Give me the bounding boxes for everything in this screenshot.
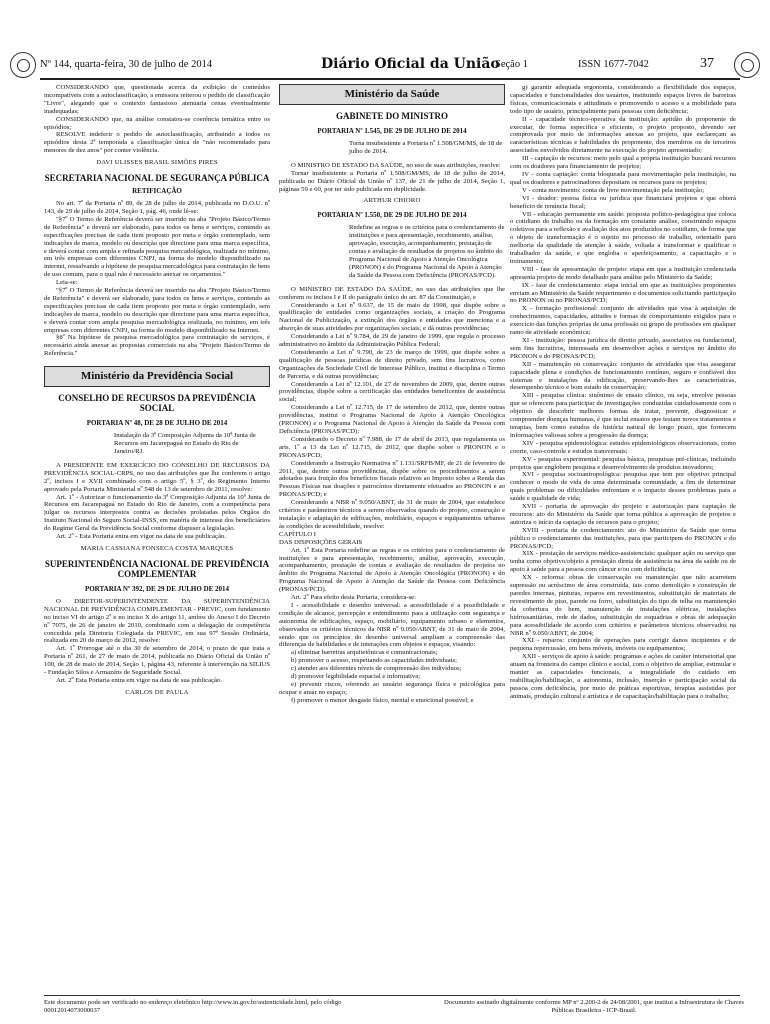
paragraph: §8º Na hipótese de pesquisa mercadológica para contratação de serviços, é necessário ainda anexar as propostas comerciais na aba "Projeto Básico/Termo de Referência." — [44, 334, 270, 358]
journal-title: Diário Oficial da União — [321, 56, 500, 72]
page-header — [40, 56, 740, 76]
page-number: 37 — [700, 56, 714, 71]
list-item: g) garantir adequada ergonomia, considerando a flexibilidade dos espaços, capacidades e funcionalidades dos usuários, instituindo espaços livres de barreiras físicas, comunicacionais e atitudinais e promovendo o acesso e a mobilidade para todo tipo de usuário, principalmente para pessoas com deficiência; — [510, 84, 736, 115]
definition-item: XVI - pesquisa socioantropológica: pesquisa que tem por objetivo principal conhecer o modo de vida de uma determinada comunidade, a fim de determinar quais problemas ou dificuldades enfrentam e o impacto desses problemas para a saúde e qualidade de vida; — [510, 471, 736, 503]
org-heading: SUPERINTENDÊNCIA NACIONAL DE PREVIDÊNCIA COMPLEMENTAR — [44, 558, 270, 579]
ordinance-title: PORTARIA Nº 392, DE 29 DE JULHO DE 2014 — [84, 584, 230, 593]
chapter-label: CAPÍTULO I — [279, 530, 316, 538]
definition-item: XVII - portaria de aprovação do projeto e autorização para captação de recursos: ato do Ministério da Saúde que torna pública a aprovação de projetos e autoriza o início da captação de recursos para o projeto; — [510, 503, 736, 526]
paragraph: Considerando a Lei nº 12.101, de 27 de novembro de 2009, que, dentre outras providências, dispõe sobre a certificação das entidades beneficentes de assistência social; — [279, 380, 505, 404]
paragraph: Considerando a NBR nº 9.050/ABNT, de 31 de maio de 2004, que estabelece critérios e parâmetros técnicos a serem observados quando do projeto, construção e instalação e adaptação de edificações, mobiliário, espaços e equipamentos urbanos às condições de acessibilidade, resolve: — [279, 499, 505, 530]
paragraph: Art. 2º Esta Portaria entra em vigor na data de sua publicação. — [56, 676, 223, 684]
ordinance-summary: Instalação da 3ª Composição Adjunta da 10ª Junta de Recursos em Jacarepaguá no Estado do Rio de Janeiro/RJ. — [114, 432, 256, 455]
paragraph: "§7º O Termo de Referência deverá ser inserido na aba "Projeto Básico/Termo de Referência" e deverá ser elaborado, para todos os bens e serviços, contendo as especificações precisas de cada item proposto por meta e órgão contemplado, sem indicações de marca, modelo ou descrição que direcione para uma marca específica, e deverá contar com ampla e refinada pesquisa mercadológica, realizada no mínimo, em três empresas com diferentes CNPJ, na forma do modelo disponibilizado na internet, ressalvando a hipótese de pesquisa mercadológica para contratação de bens de uso comum, para o qual não é necessário anexar os orçamentos." — [44, 215, 270, 279]
paragraph: O DIRETOR-SUPERINTENDENTE DA SUPERINTENDÊNCIA NACIONAL DE PREVIDÊNCIA COMPLEMENTAR - PREVIC, com fundamento no inciso VI do artigo 2º e no inciso X do artigo 11, ambos do Anexo I do Decreto nº 7075, de 26 de janeiro de 2010, combinado com a delegação de competência concedida pela Diretoria Colegiada da PREVIC, em sua 97ª Sessão Ordinária, realizada em 20 de março de 2012, resolve: — [44, 597, 270, 645]
chapter-title: DAS DISPOSIÇÕES GERAIS — [279, 538, 363, 546]
footer-rule — [44, 995, 740, 996]
ordinance-title: PORTARIA Nº 48, DE 28 DE JULHO DE 2014 — [86, 419, 228, 428]
definition-item: VI - doador: pessoa física ou jurídica que financiará projetos e que obterá benefício de renúncia fiscal; — [510, 194, 736, 210]
paragraph: "§7º O Termo de Referência deverá ser inserido na aba "Projeto Básico/Termo de Referência" e deverá ser elaborado, para todos os bens e serviços, contendo as especificações precisas de cada item proposto por meta e órgão contemplado, sem indicações de marca, modelo ou descrição que direcione para uma marca específica, e deverá contar com ampla pesquisa mercadológica realizada, no mínimo, em três empresas com diferentes CNPJ, na forma do modelo disponibilizado na Internet. — [44, 287, 270, 334]
header-rule — [40, 78, 740, 80]
definition-item: XIII - pesquisa clínica: sinônimo de ensaio clínico, ou seja, envolve pessoas que se oferecem para participar de investigações conduzidas cuidadosamente com o objetivo de descobrir melhores formas de tratar, prevenir, diagnosticar e compreender doenças humanas, é que inclui ensaios que testam novos tratamentos e terapias, bem como estudos de história natural de longo prazo, que fornecem informações valiosas sobre a progressão da doença; — [510, 392, 736, 439]
signature: MARIA CASSIANA FONSECA COSTA MARQUES — [80, 544, 234, 552]
paragraph: Leia-se: — [56, 279, 78, 287]
ministry-heading: Ministério da Previdência Social — [44, 366, 270, 387]
list-item: c) atender aos diferentes níveis de compreensão dos indivíduos; — [291, 665, 462, 673]
paragraph: CONSIDERANDO que, na análise constatou-se coerência temática entre os episódios; — [44, 115, 270, 131]
paragraph: Considerando o Decreto nº 7.988, de 17 de abril de 2013, que regulamenta os arts. 1º a 13 da Lei nº 12.715, de 2012, que dispõe sobre o PRONON e o PRONAS/PCD; — [279, 435, 505, 459]
coat-of-arms-icon — [10, 52, 36, 78]
definition-item: XVIII - portaria de credenciamento: ato do Ministério da Saúde que torna público o credenciamento das instituições, para que participem do PRONON e do PRONAS/PCD; — [510, 526, 736, 550]
signature-note: Documento assinado digitalmente conforme MP nº 2.200-2 de 24/08/2001, que institui a Infraestrutura de Chaves Públicas Brasileira - ICP-Brasil. — [444, 999, 744, 1014]
org-heading: CONSELHO DE RECURSOS DA PREVIDÊNCIA SOCIAL — [58, 393, 256, 414]
column-1 — [44, 84, 270, 996]
list-item: d) promover legibilidade espacial e informativa; — [291, 673, 421, 681]
definition-item: XV - pesquisa experimental: pesquisa básica, pesquisas pré-clínicas, incluindo projetos que englobem pesquisa e desenvolvimento de produtos inovadores; — [510, 455, 736, 471]
paragraph: A PRESIDENTE EM EXERCÍCIO DO CONSELHO DE RECURSOS DA PREVIDÊNCIA SOCIAL-CRPS, no uso das atribuições que lhe conferem o artigo 2º, incisos I e XVII combinado com o artigo 5º, § 3º, do Regimento Interno aprovado pela Portaria Ministerial nº 548 de 13 de setembro de 2011, resolve: — [44, 461, 270, 493]
paragraph: Considerando a Lei nº 9.637, de 15 de maio de 1998, que dispõe sobre a qualificação de entidades como organizações sociais, a criação do Programa Nacional de Publicização, a extinção dos órgãos e entidades que menciona e a absorção de suas atividades por organizações sociais, e dá outras providências; — [279, 301, 505, 333]
paragraph: O MINISTRO DE ESTADO DA SAÚDE, no uso das atribuições que lhe conferem os incisos I e II do parágrafo único do art. 87 da Constituição, e — [279, 285, 505, 301]
definition-item: XI - instituição: pessoa jurídica de direito privado, associativa ou fundacional, sem fins lucrativos, interessada em desenvolver ações e serviços no âmbito do PRONON e do PRONAS/PCD; — [510, 337, 736, 360]
issn: ISSN 1677-7042 — [578, 59, 649, 70]
definition-item: XIV - pesquisa epidemiológica: estudos epidemiológicos observacionais, como coorte, caso-controle e estudos transversais; — [510, 439, 736, 455]
paragraph: Art. 1º Esta Portaria redefine as regras e os critérios para o credenciamento de instituições e para apresentação, recebimento, análise, aprovação, execução, acompanhamento, prestação de contas e avaliação de resultados de projetos no âmbito do Programa Nacional de Apoio à Atenção Oncológica (PRONON) e do Programa Nacional de Apoio à Atenção da Saúde da Pessoa com Deficiência (PRONAS/PCD). — [279, 546, 505, 594]
paragraph: O MINISTRO DE ESTADO DA SAÚDE, no uso de suas atribuições, resolve: — [291, 161, 501, 169]
paragraph: Art. 2º - Esta Portaria entra em vigor na data de sua publicação. — [56, 533, 226, 541]
paragraph: Art. 1º - Autorizar o funcionamento da 3ª Composição Adjunta da 10ª Junta de Recursos em Jacarepaguá no Estado do Rio de Janeiro, com a competência para julgar os recursos interpostos contra as decisões prolatadas pelos Órgãos do Instituto Nacional do Seguro Social-INSS, em matéria de interesse dos beneficiários do Regime Geral da Previdência Social conforme dispuser a legislação. — [44, 493, 270, 533]
list-item: f) promover o menor desgaste físico, mental e emocional possível; e — [291, 696, 474, 704]
column-2 — [279, 84, 505, 996]
paragraph: RESOLVE indeferir o pedido de autoclassificação, atribuindo a todos os episódios desta 2ª temporada a classificação única de "não recomendado para menores de dez anos" por conter violência. — [44, 131, 270, 155]
paragraph: Art. 1º Prorrogar até o dia 30 de setembro de 2014, o prazo de que trata a Portaria nº 261, de 27 de maio de 2014, publicada no Diário Oficial da União nº 100, de 28 de maio de 2014, Seção 1, página 43, referente à intervenção na SILIUS - Fundação Silos e Armazéns de Seguridade Social. — [44, 645, 270, 677]
verification-note: Este documento pode ser verificado no endereço eletrônico http://www.in.gov.br/autenticidade.html, pelo código 00012014073000037 — [44, 999, 342, 1014]
paragraph: Considerando a Lei nº 12.715, de 17 de setembro de 2012, que, dentre outras providências, institui o Programa Nacional de Apoio à Atenção Oncológica (PRONON) e o Programa Nacional de Apoio à Atenção da Saúde da Pessoa com Deficiência (PRONAS/PCD); — [279, 404, 505, 435]
definition-item: X - formação profissional: conjunto de atividades que visa à aquisição de conhecimentos, capacidades, atitudes e formas de comportamento exigidos para o exercício das funções próprias de uma profissão ou grupo de profissões em qualquer ramo de atividade econômica; — [510, 305, 736, 337]
signature: DAVI ULISSES BRASIL SIMÕES PIRES — [96, 159, 218, 167]
definition-item: XII - manutenção ou conservação: conjunto de atividades que visa assegurar capacidade plena e condições de funcionamento contínuo, seguro e confiável dos sistemas e instalações da edificação, preservando-lhes as características, desempenho técnico e bom estado de conservação; — [510, 360, 736, 392]
signature: ARTHUR CHIORO — [363, 197, 421, 205]
definition-item: III - captação de recursos: meio pelo qual a própria instituição buscará recursos com os doadores para financiamento de projetos; — [510, 155, 736, 171]
ministry-heading: Ministério da Saúde — [279, 84, 505, 105]
paragraph: Considerando a Instrução Normativa nº 1.131/SRFB/MF, de 21 de fevereiro de 2011, que, dentre outras providências, dispõe sobre os procedimentos a serem adotados para fruição dos benefícios fiscais relativos ao Imposto sobre a Renda das Pessoas Físicas nas doações e patrocínios diretamente efetuados ao PRONON e ao PRONAS/PCD; e — [279, 459, 505, 499]
paragraph: Considerando a Lei nº 9.790, de 23 de março de 1999, que dispõe sobre a qualificação de pessoas jurídicas de direito privado, sem fins lucrativos, como Organizações da Sociedade Civil de Interesse Público, institui e disciplina o Termo de Parceria, e dá outras providências; — [279, 348, 505, 380]
org-heading: GABINETE DO MINISTRO — [335, 111, 449, 121]
column-3 — [510, 84, 736, 996]
list-item: b) promover o acesso, respeitando as capacidades individuais; — [291, 657, 458, 665]
paragraph: Considerando a Lei nº 9.784, de 29 de janeiro de 1999, que regula o processo administrativo no âmbito da Administração Pública Federal; — [279, 333, 505, 349]
paragraph: No art. 7º da Portaria nº 89, de 28 de julho de 2014, publicada no D.O.U. nº 143, de 29 de julho de 2014, Seção 1, pág. 46, onde lê-se: — [44, 200, 270, 215]
definition-item: XX - reforma: obras de conservação ou manutenção que não acarretem supressão ou acréscimo de área construída, tais como demolição e construção de paredes internas, pinturas, reparos em revestimentos, substituição de materiais de revestimento de piso, parede ou forro, substituição do tipo de telha ou manutenção da cobertura do bem, manutenção de instalações elétricas, instalações hidrossanitárias, rede de dados, substituição de esquadrias e obras de adequação para acessibilidade de acordo com critérios e parâmetros técnicos observados na NBR nº 9.050/ABNT, de 2004; — [510, 574, 736, 637]
org-heading: SECRETARIA NACIONAL DE SEGURANÇA PÚBLICA — [44, 173, 270, 184]
definition-item: IX - fase de credenciamento: etapa inicial em que as instituições proponentes enviam ao Ministério da Saúde requerimento e documentos solicitando participação no PRONON ou no PRONAS/PCD; — [510, 281, 736, 305]
definition-item: II - capacidade técnico-operativa da instituição: aptidão do proponente de executar, de forma específica e eficiente, o projeto proposto, devendo ser comprovada por meio de informações anexas ao projeto, que esclareçam as características técnicas e habilidades do proponente, dos membros ou de terceiros associados envolvidos diretamente na execução do projeto apresentado; — [510, 115, 736, 155]
list-item: a) eliminar barreiras arquitetônicas e comunicacionais; — [291, 649, 438, 657]
list-item: e) prevenir riscos, oferendo ao usuário segurança física e psicológica para ocupar e atuar no espaço; — [279, 681, 505, 696]
ordinance-summary: Redefine as regras e os critérios para o credenciamento de instituições e para apresentação, recebimento, análise, aprovação, execução, acompanhamento, prestação de contas e avaliação de resultados de projetos no âmbito do Programa Nacional de Apoio à Atenção Oncológica (PRONON) e do Programa Nacional de Apoio à Atenção da Saúde da Pessoa com Deficiência (PRONAS/PCD). — [349, 224, 505, 279]
definition-item: XXI - reparos: conjunto de operações para corrigir danos incipientes e de pequena repercussão, em bens móveis, imóveis ou equipamentos; — [510, 637, 736, 653]
definition-item: XXII - serviços de apoio à saúde: programas e ações de caráter intersetorial que atuam na fronteira do campo clínico e social, com o objetivo de ampliar, estimular e manter as capacidades funcionais, a integralidade do cuidado em reabilitação/habilitação, a autonomia, inclusão, inserção e participação social da pessoa com deficiência, por meio de práticas esportivas, terapias assistidas por animais, produção cultural e artística e de capacitação/habilitação para o trabalho; — [510, 653, 736, 700]
definition-item: VIII - fase de apresentação de projeto: etapa em que a instituição credenciada apresenta projeto de modo detalhado para análise pelo Ministério da Saúde; — [510, 265, 736, 281]
issue-date: Nº 144, quarta-feira, 30 de julho de 2014 — [40, 59, 213, 70]
ordinance-summary: Torna insubsistente a Portaria nº 1.508/GM/MS, de 18 de julho de 2014. — [349, 140, 503, 155]
signature: CARLOS DE PAULA — [125, 688, 189, 696]
definition-item: IV - conta captação: conta bloqueada para movimentação pela instituição, na qual os doadores e patrocinadores depositam os recursos para os projetos; — [510, 170, 736, 186]
paragraph: CONSIDERANDO que, questionada acerca da exibição de conteúdos incompatíveis com a autoclassificação, a emissora reiterou o pedido de classificação "Livre", alegando que o contexto fantasioso atenuaria cenas eventualmente inadequadas; — [44, 84, 270, 115]
section-label: Seção 1 — [495, 59, 528, 70]
definition-item: V - conta movimento: conta de livre movimentação pela instituição; — [522, 186, 705, 194]
ordinance-title: PORTARIA Nº 1.550, DE 29 DE JULHO DE 2014 — [317, 211, 467, 220]
section-heading: RETIFICAÇÃO — [132, 187, 182, 196]
ordinance-title: PORTARIA Nº 1.545, DE 29 DE JULHO DE 2014 — [317, 127, 467, 135]
paragraph: Art. 2º Para efeito desta Portaria, considera-se: — [291, 594, 417, 602]
paragraph: Tornar insubsistente a Portaria nº 1.508/GM/MS, de 18 de julho de 2014, publicada no Diário Oficial da União nº 137, de 21 de julho de 2014, Seção 1, páginas 59 e 60, por ter sido publicada em duplicidade. — [279, 169, 505, 193]
paragraph: I - acessibilidade e desenho universal: a acessibilidade é a possibilidade e condição de alcance, percepção e entendimento para a utilização com segurança e autonomia de edificações, espaço, mobiliário, equipamento urbano e elementos, observados os critérios técnicos da NBR nº 9.050/ABNT, de 31 de maio de 2004, sendo que os princípios do desenho universal ampliam a compreensão das diferenças de habilidades e de interações com objetos e espaços, visando: — [279, 601, 505, 649]
definition-item: VII - educação permanente em saúde: proposta político-pedagógica que coloca o cotidiano do trabalho ou da formação em constante análise, construindo espaços coletivos para a reflexão e avaliação dos atos produzidos no cotidiano, de forma que o objeto de transformação é o sujeito no processo de trabalho, orientado para melhoria da qualidade da atenção à saúde, voltada a transformar e qualificar o trabalhador da saúde, e que engloba o aperfeiçoamento, a capacitação e o treinamento; — [510, 210, 736, 265]
definition-item: XIX - prestação de serviços médico-assistenciais: qualquer ação ou serviço que tenha como objetivo/objeto a prestação direta de assistência na área da saúde ou de apoio à saúde para a pessoa com câncer e/ou com deficiência; — [510, 550, 736, 574]
